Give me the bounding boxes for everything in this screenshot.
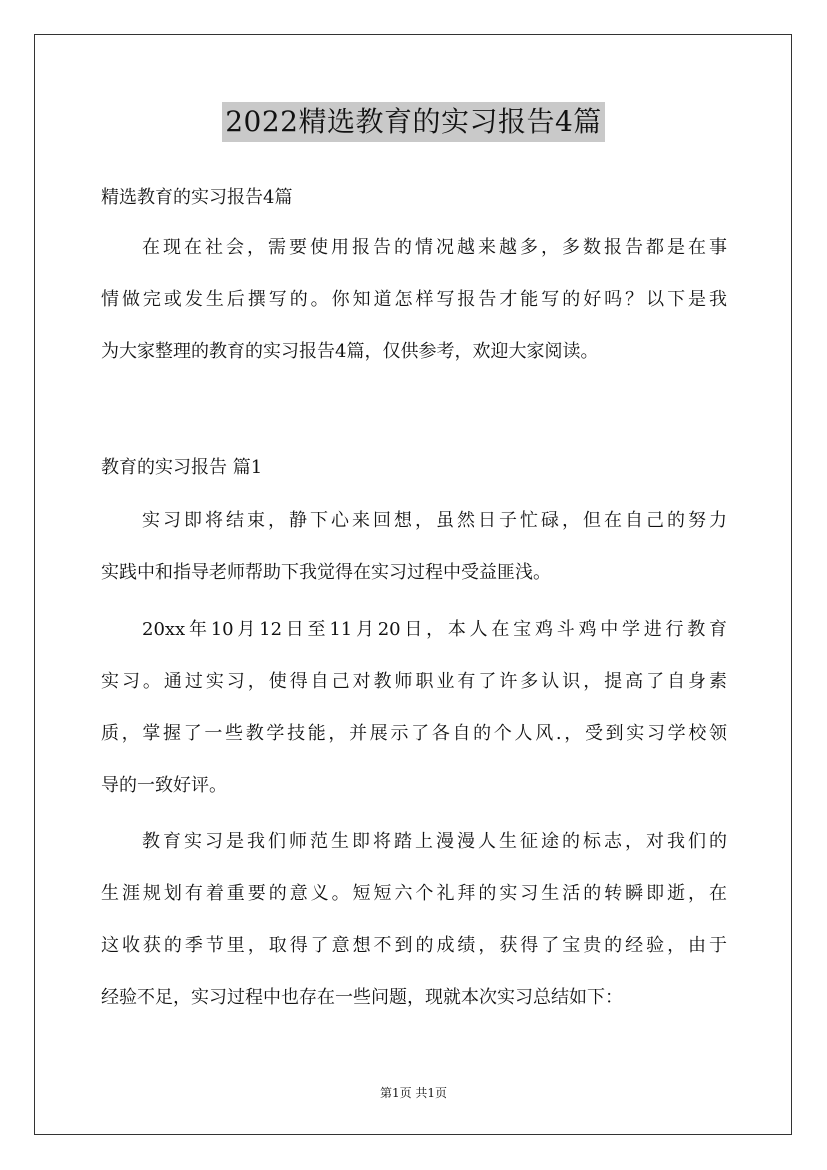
paragraph-line: 生涯规划有着重要的意义。短短六个礼拜的实习生活的转瞬即逝，在: [101, 883, 727, 904]
paragraph-line: 实习。通过实习，使得自己对教师职业有了许多认识，提高了自身素: [101, 671, 727, 692]
intro-line: 为大家整理的教育的实习报告4篇，仅供参考，欢迎大家阅读。: [101, 341, 599, 362]
paragraph-line: 这收获的季节里，取得了意想不到的成绩，获得了宝贵的经验，由于: [101, 935, 727, 956]
paragraph-line: 实习即将结束，静下心来回想，虽然日子忙碌，但在自己的努力: [142, 510, 727, 531]
document-title: 2022精选教育的实习报告4篇: [222, 102, 605, 142]
section-heading: 教育的实习报告 篇1: [101, 457, 263, 478]
page-footer: [0, 1084, 827, 1101]
paragraph-3: [101, 816, 727, 1024]
page-number: 第1页 共1页: [379, 1086, 448, 1100]
paragraph-line: 20xx年10月12日至11月20日，本人在宝鸡斗鸡中学进行教育: [142, 619, 727, 640]
intro-line: 在现在社会，需要使用报告的情况越来越多，多数报告都是在事: [142, 237, 727, 258]
paragraph-1: [101, 495, 727, 599]
paragraph-line: 实践中和指导老师帮助下我觉得在实习过程中受益匪浅。: [101, 562, 551, 583]
intro-line: 情做完或发生后撰写的。你知道怎样写报告才能写的好吗？以下是我: [101, 289, 727, 310]
document-subtitle: 精选教育的实习报告4篇: [101, 187, 293, 208]
paragraph-line: 导的一致好评。: [101, 775, 227, 796]
title-container: [0, 102, 827, 142]
paragraph-line: 经验不足，实习过程中也存在一些问题，现就本次实习总结如下：: [101, 987, 623, 1008]
paragraph-line: 质，掌握了一些教学技能，并展示了各自的个人风.，受到实习学校领: [101, 723, 727, 744]
intro-paragraph: [101, 222, 727, 378]
paragraph-2: [101, 604, 727, 812]
paragraph-line: 教育实习是我们师范生即将踏上漫漫人生征途的标志，对我们的: [142, 831, 727, 852]
